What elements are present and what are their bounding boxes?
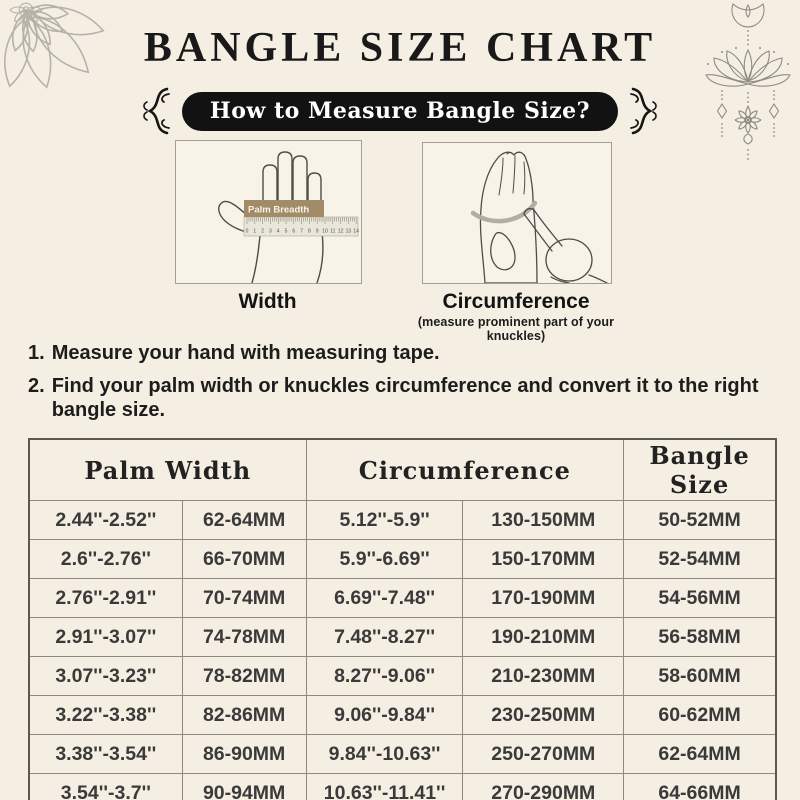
table-cell: 9.06''-9.84'' bbox=[306, 696, 463, 735]
table-cell: 3.07''-3.23'' bbox=[29, 657, 182, 696]
table-cell: 7.48''-8.27'' bbox=[306, 618, 463, 657]
table-cell: 56-58MM bbox=[624, 618, 776, 657]
table-cell: 270-290MM bbox=[463, 774, 624, 800]
table-cell: 64-66MM bbox=[624, 774, 776, 800]
table-row bbox=[29, 657, 776, 696]
table-cell: 52-54MM bbox=[624, 540, 776, 579]
table-cell: 90-94MM bbox=[182, 774, 306, 800]
table-cell: 50-52MM bbox=[624, 501, 776, 540]
table-cell: 6.69''-7.48'' bbox=[306, 579, 463, 618]
step-number: 1. bbox=[28, 342, 45, 364]
instruction-step-2 bbox=[28, 374, 784, 422]
circumference-caption bbox=[393, 290, 639, 343]
width-caption: Width bbox=[238, 290, 297, 313]
svg-text:14: 14 bbox=[353, 228, 359, 235]
svg-text:7: 7 bbox=[300, 228, 303, 235]
table-cell: 10.63''-11.41'' bbox=[306, 774, 463, 800]
table-cell: 3.22''-3.38'' bbox=[29, 696, 182, 735]
table-cell: 130-150MM bbox=[463, 501, 624, 540]
instruction-step-1 bbox=[28, 341, 784, 365]
mandala-inner-flower bbox=[10, 3, 42, 26]
header-palm-width: Palm Width bbox=[29, 439, 306, 501]
table-cell: 62-64MM bbox=[624, 735, 776, 774]
step-number: 2. bbox=[28, 375, 45, 397]
table-cell: 5.12''-5.9'' bbox=[306, 501, 463, 540]
dotted-strand bbox=[747, 149, 749, 160]
table-cell: 250-270MM bbox=[463, 735, 624, 774]
instructions bbox=[28, 341, 784, 422]
table-cell: 2.44''-2.52'' bbox=[29, 501, 182, 540]
svg-text:3: 3 bbox=[269, 228, 272, 235]
svg-text:6: 6 bbox=[292, 228, 296, 235]
ruler bbox=[244, 200, 359, 236]
circumference-subcaption: (measure prominent part of your knuckles) bbox=[417, 315, 615, 343]
table-row bbox=[29, 579, 776, 618]
hand-width-illustration bbox=[175, 140, 362, 284]
table-cell: 2.76''-2.91'' bbox=[29, 579, 182, 618]
table-cell: 150-170MM bbox=[463, 540, 624, 579]
svg-text:4: 4 bbox=[276, 228, 280, 235]
how-to-measure-badge: How to Measure Bangle Size? bbox=[182, 92, 618, 131]
table-row bbox=[29, 501, 776, 540]
bangle-size-table bbox=[28, 438, 777, 800]
step-text: Measure your hand with measuring tape. bbox=[51, 342, 440, 364]
page-title: BANGLE SIZE CHART bbox=[143, 25, 657, 71]
table-cell: 60-62MM bbox=[624, 696, 776, 735]
table-cell: 190-210MM bbox=[463, 618, 624, 657]
table-cell: 230-250MM bbox=[463, 696, 624, 735]
how-to-measure-badge-row bbox=[0, 84, 800, 138]
svg-text:2: 2 bbox=[261, 228, 264, 235]
table-cell: 5.9''-6.69'' bbox=[306, 540, 463, 579]
svg-text:10: 10 bbox=[322, 228, 328, 235]
header-circumference: Circumference bbox=[306, 439, 623, 501]
table-cell: 170-190MM bbox=[463, 579, 624, 618]
svg-text:8: 8 bbox=[308, 228, 311, 235]
table-cell: 62-64MM bbox=[182, 501, 306, 540]
table-cell: 2.91''-3.07'' bbox=[29, 618, 182, 657]
svg-text:12: 12 bbox=[337, 228, 344, 235]
flourish-right-icon bbox=[628, 84, 658, 138]
table-cell: 66-70MM bbox=[182, 540, 306, 579]
table-cell: 78-82MM bbox=[182, 657, 306, 696]
table-cell: 210-230MM bbox=[463, 657, 624, 696]
flourish-left-icon bbox=[142, 84, 172, 138]
circumference-caption-title: Circumference bbox=[442, 290, 590, 313]
table-row bbox=[29, 735, 776, 774]
table-cell: 82-86MM bbox=[182, 696, 306, 735]
header-bangle-size: Bangle Size bbox=[624, 439, 776, 501]
svg-text:5: 5 bbox=[284, 228, 288, 235]
svg-text:1: 1 bbox=[253, 228, 257, 235]
table-row bbox=[29, 696, 776, 735]
table-row bbox=[29, 540, 776, 579]
table-cell: 2.6''-2.76'' bbox=[29, 540, 182, 579]
table-cell: 70-74MM bbox=[182, 579, 306, 618]
table-header-row bbox=[29, 439, 776, 501]
size-table-body bbox=[29, 501, 776, 800]
svg-text:13: 13 bbox=[345, 228, 352, 235]
svg-text:0: 0 bbox=[245, 228, 249, 235]
step-text: Find your palm width or knuckles circumference and convert it to the right bangle size. bbox=[51, 375, 759, 421]
table-cell: 3.38''-3.54'' bbox=[29, 735, 182, 774]
table-cell: 9.84''-10.63'' bbox=[306, 735, 463, 774]
table-row bbox=[29, 618, 776, 657]
table-cell: 8.27''-9.06'' bbox=[306, 657, 463, 696]
table-row bbox=[29, 774, 776, 800]
table-cell: 54-56MM bbox=[624, 579, 776, 618]
ruler-label: Palm Breadth bbox=[248, 204, 310, 216]
svg-text:11: 11 bbox=[330, 228, 336, 235]
table-cell: 86-90MM bbox=[182, 735, 306, 774]
table-cell: 58-60MM bbox=[624, 657, 776, 696]
table-cell: 3.54''-3.7'' bbox=[29, 774, 182, 800]
hand-circumference-illustration bbox=[422, 142, 612, 284]
table-cell: 74-78MM bbox=[182, 618, 306, 657]
svg-text:9: 9 bbox=[315, 228, 319, 235]
